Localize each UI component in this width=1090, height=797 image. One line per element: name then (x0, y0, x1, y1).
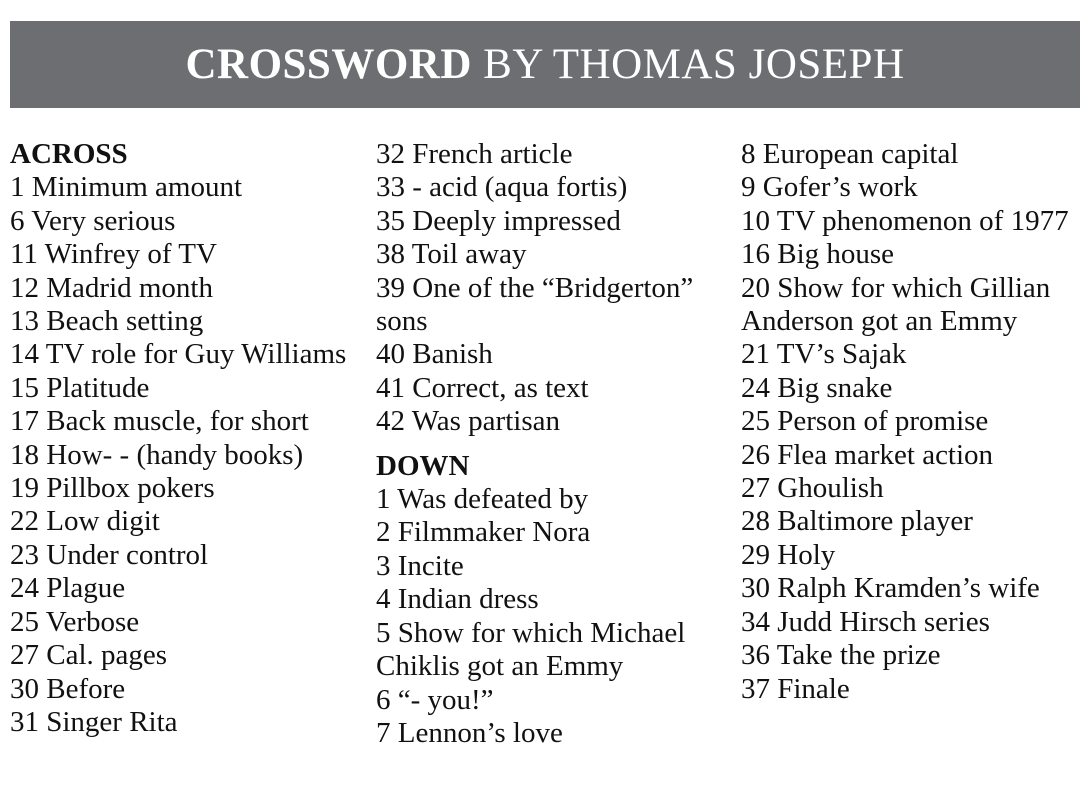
down-clue: 10 TV phenomenon of 1977 (741, 204, 1069, 237)
across-clue: 18 How- - (handy books) (10, 438, 304, 471)
across-clue: 23 Under control (10, 538, 209, 571)
across-clue: 22 Low digit (10, 505, 160, 538)
across-clue: 30 Before (10, 672, 126, 705)
across-clue: 40 Banish (376, 338, 493, 371)
down-clue: 21 TV’s Sajak (741, 338, 907, 371)
title-byline: BY THOMAS JOSEPH (471, 41, 905, 88)
down-clue: 30 Ralph Kramden’s wife (741, 572, 1040, 605)
across-clue: 11 Winfrey of TV (10, 238, 217, 271)
clue-column-2 (376, 138, 731, 750)
down-clue: 8 European capital (741, 138, 959, 170)
down-clue: 25 Person of promise (741, 405, 989, 438)
page-header (10, 21, 1080, 108)
across-clue: 19 Pillbox pokers (10, 472, 215, 505)
across-clue: 32 French article (376, 138, 573, 170)
down-clue: 4 Indian dress (376, 583, 539, 616)
across-clue: 1 Minimum amount (10, 171, 242, 204)
down-clue: 16 Big house (741, 238, 895, 271)
across-clue: 38 Toil away (376, 238, 527, 271)
across-clue: 14 TV role for Guy Williams (10, 338, 347, 371)
across-clue: 31 Singer Rita (10, 705, 178, 738)
across-clue: 13 Beach setting (10, 305, 204, 338)
across-clue: 24 Plague (10, 572, 126, 605)
down-clue: 28 Baltimore player (741, 505, 973, 538)
down-clue: 1 Was defeated by (376, 483, 589, 516)
across-clue: 42 Was partisan (376, 405, 560, 438)
down-clue: 6 “- you!” (376, 683, 494, 716)
clue-column-3 (741, 138, 1086, 706)
across-heading: ACROSS (10, 138, 128, 170)
title-crossword: CROSSWORD (185, 41, 472, 88)
across-clue: 27 Cal. pages (10, 639, 168, 672)
across-clue: 33 - acid (aqua fortis) (376, 171, 628, 204)
across-clue: 15 Platitude (10, 371, 150, 404)
down-clue: 26 Flea market action (741, 438, 994, 471)
across-clue: 6 Very serious (10, 204, 176, 237)
down-clue: 34 Judd Hirsch series (741, 605, 990, 638)
across-clue: 39 One of the “Bridgerton” sons (376, 271, 694, 338)
across-clue: 12 Madrid month (10, 271, 213, 304)
down-heading: DOWN (376, 449, 470, 482)
down-clue: 20 Show for which Gillian Anderson got an Emmy (741, 271, 1051, 338)
across-clue: 35 Deeply impressed (376, 204, 621, 237)
across-clue: 25 Verbose (10, 605, 140, 638)
down-clue: 36 Take the prize (741, 639, 941, 672)
down-clue: 3 Incite (376, 549, 464, 582)
across-clue: 17 Back muscle, for short (10, 405, 309, 438)
down-clue: 37 Finale (741, 672, 850, 705)
down-clue: 29 Holy (741, 538, 836, 571)
down-clue: 2 Filmmaker Nora (376, 516, 591, 549)
down-clue: 7 Lennon’s love (376, 716, 563, 749)
down-clue: 27 Ghoulish (741, 472, 884, 505)
down-clue: 9 Gofer’s work (741, 171, 918, 204)
down-clue: 24 Big snake (741, 371, 893, 404)
across-clue: 41 Correct, as text (376, 371, 589, 404)
down-clue: 5 Show for which Michael Chiklis got an Emmy (376, 616, 686, 683)
page-title (185, 40, 904, 89)
clue-column-1 (10, 138, 360, 739)
